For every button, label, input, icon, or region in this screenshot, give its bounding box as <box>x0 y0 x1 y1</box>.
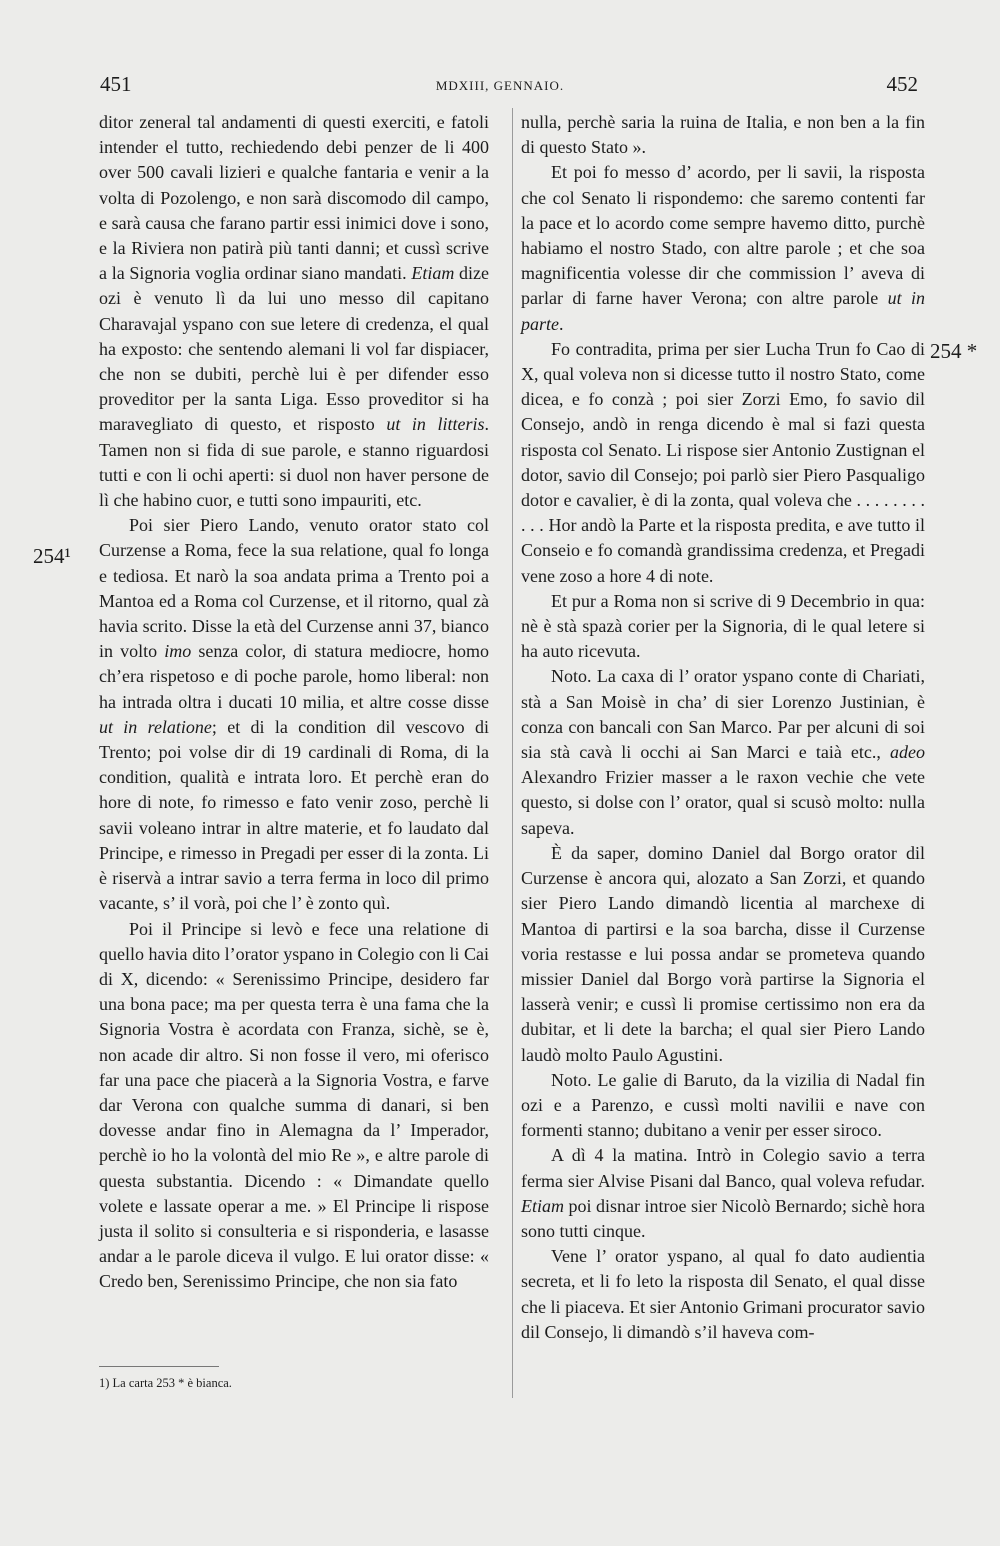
italic-text: adeo <box>890 742 926 763</box>
footnote-divider <box>99 1366 219 1367</box>
italic-text: ut in litteris <box>386 414 485 435</box>
column-divider <box>512 108 513 1398</box>
paragraph: Poi sier Piero Lando, venuto orator stato col Curzense a Roma, fece la sua relatione, qual fo longa e tediosa. Et narò la soa andata prima a Trento poi a Mantoa ed a Roma col Curzense, et il ritorno, qual zà havia scrito. Disse la età del Curzense anni 37, bianco in volto imo senza color, di statura mediocre, homo ch’era rispetoso e di poche parole, homo liberal: non ha intrada oltra i ducati 10 milia, et altre cosse disse ut in relatione; et di la condition dil vescovo di Trento; poi volse dir di 19 cardinali di Roma, di la condition, qualità e intrata loro. Et perchè eran do hore di note, fo rimesso e fato venir zoso, perchè li savii voleano intrar in altre materie, et fo laudato dal Principe, e rimesso in Pregadi per esser di la zonta. Li è riservà a intrar savio a terra ferma in loco dil primo vacante, s’ il vorà, poi che l’ è zonto quì. <box>99 515 490 914</box>
italic-text: Etiam <box>521 1195 564 1216</box>
paragraph: Et pur a Roma non si scrive di 9 Decembrio in qua: nè è stà spazà corier per la Signoria, di le qual letere si ha auto ricevuta. <box>521 590 925 662</box>
page-number-right: 452 <box>886 72 918 96</box>
margin-note-right: 254 * <box>930 339 978 363</box>
paragraph: Vene l’ orator yspano, al qual fo dato audientia secreta, et li fo leto la risposta dil Senato, el qual disse che li piaceva. Et sier Antonio Grimani procurator savio dil Consejo, li dimandò s’il haveva com- <box>521 1246 925 1342</box>
page-header <box>0 72 1000 102</box>
paragraph: ditor zeneral tal andamenti di questi exerciti, e fatoli intender el tutto, rechiedendo debi penzer de li 400 over 500 cavali lizieri e qualche fantaria e venir a la volta di Pozolengo, e non sarà discomodo dil campo, e sarà causa che farano partir essi inimici dove i sono, e la Riviera non patirà più tanti danni; et cussì scrive a la Signoria voglia ordinar siano mandati. Etiam dize ozi è venuto lì da lui uno messo dil capitano Charavajal yspano con sue letere di credenza, el qual ha exposto: che sentendo alemani li vol far dispiacer, che non se dubiti, perchè lui è per difender esso proveditor per la santa Liga. Esso proveditor si ha maravegliato di questo, et risposto ut in litteris. Tamen non si fida di sue parole, e stanno riguardosi tutti e con li ochi aperti: si duol non haver persone de lì che habino cuor, e tutti sono impauriti, etc. <box>99 112 490 511</box>
footnote: 1) La carta 253 * è bianca. <box>99 1376 232 1390</box>
paragraph: A dì 4 la matina. Intrò in Colegio savio a terra ferma sier Alvise Pisani dal Banco, qual voleva refudar. Etiam poi disnar introe sier Nicolò Bernardo; sichè hora sono tutti cinque. <box>521 1145 925 1241</box>
paragraph: nulla, perchè saria la ruina de Italia, e non ben a la fin di questo Stato ». <box>521 112 925 158</box>
running-title: MDXIII, GENNAIO. <box>435 78 565 93</box>
italic-text: imo <box>164 641 192 662</box>
italic-text: Etiam <box>411 263 455 284</box>
paragraph: Noto. La caxa di l’ orator yspano conte di Chariati, stà a San Moisè in cha’ di sier Lorenzo Justinian, è conza con bancali con San Marco. Par per alcuni di soi sia stà cavà li occhi ai San Marci e taià etc., adeo Alexandro Frizier masser a le raxon vechie che vete questo, si dolse con l’ orator, qual si scusò molto: nulla sapeva. <box>521 666 926 838</box>
italic-text: ut in parte <box>521 288 925 334</box>
paragraph: Et poi fo messo d’ acordo, per li savii, la risposta che col Senato li rispondemo: che saremo contenti far la pace et lo acordo come sempre havemo ditto, purchè habiamo el nostro Stado, con altre parole ; et che soa magnificentia volesse dir che commission l’ aveva di parlar di farne haver Verona; con altre parole ut in parte. <box>521 162 925 334</box>
paragraph: È da saper, domino Daniel dal Borgo orator dil Curzense è ancora qui, alozato a San Zorzi, et quando sier Piero Lando dimandò licentia al marchexe di Mantoa di partirsi e la soa barcha, disse il Curzense voria restasse e lui possa andar se prometeva quando missier Daniel dal Borgo vorà partirse la Signoria el lasserà venir; e cussì li promise certissimo non era da dubitar, et li dete la barcha; el qual sier Piero Lando laudò molto Paulo Agustini. <box>521 842 925 1065</box>
right-column <box>521 110 925 1345</box>
page-number-left: 451 <box>100 72 132 96</box>
paragraph: Noto. Le galie di Baruto, da la vizilia di Nadal fin ozi e a Parenzo, e cussì molti navilii e nave con formenti stanno; dubitano a venir per esser siroco. <box>521 1069 925 1141</box>
paragraph: Poi il Principe si levò e fece una relatione di quello havia dito l’orator yspano in Colegio con li Cai di X, dicendo: « Serenissimo Principe, desidero far una bona pace; ma per questa terra è una fama che la Signoria Vostra è acordata con Franza, sichè, se è, non acade dir altro. Si non fosse il vero, mi oferisco far una pace che piacerà a la Signoria Vostra, e farve dar Verona con qualche summa di danari, si ben dovesse andar fino in Alemagna da l’ Imperador, perchè io ho la volontà del mio Re », e altre parole di questa substantia. Dicendo : « Dimandate quello volete e lassate operar a me. » El Principe li rispose justa il solito si consulteria e si risponderia, e lasasse andar a le parole diceva il vulgo. E lui orator disse: « Credo ben, Serenissimo Principe, che non sia fato <box>99 918 489 1292</box>
paragraph: Fo contradita, prima per sier Lucha Trun fo Cao di X, qual voleva non si dicesse tutto il nostro Stato, come dicea, e fo conzà ; poi sier Zorzi Emo, fo savio dil Consejo, andò in renga dicendo è mal si fazi questa risposta col Senato. Li rispose sier Antonio Zustignan el dotor, savio dil Consejo; poi parlò sier Piero Pasqualigo dotor e cavalier, è di la zonta, qual voleva che . . . . . . . . . . . Hor andò la Parte et la risposta predita, e ave tutto il Conseio e fo comandà grandissima credenza, et Pregadi vene zoso a hore 4 di note. <box>521 338 925 586</box>
left-column <box>99 110 489 1295</box>
italic-text: ut in relatione <box>99 716 212 737</box>
margin-note-left: 254¹ <box>33 544 71 568</box>
